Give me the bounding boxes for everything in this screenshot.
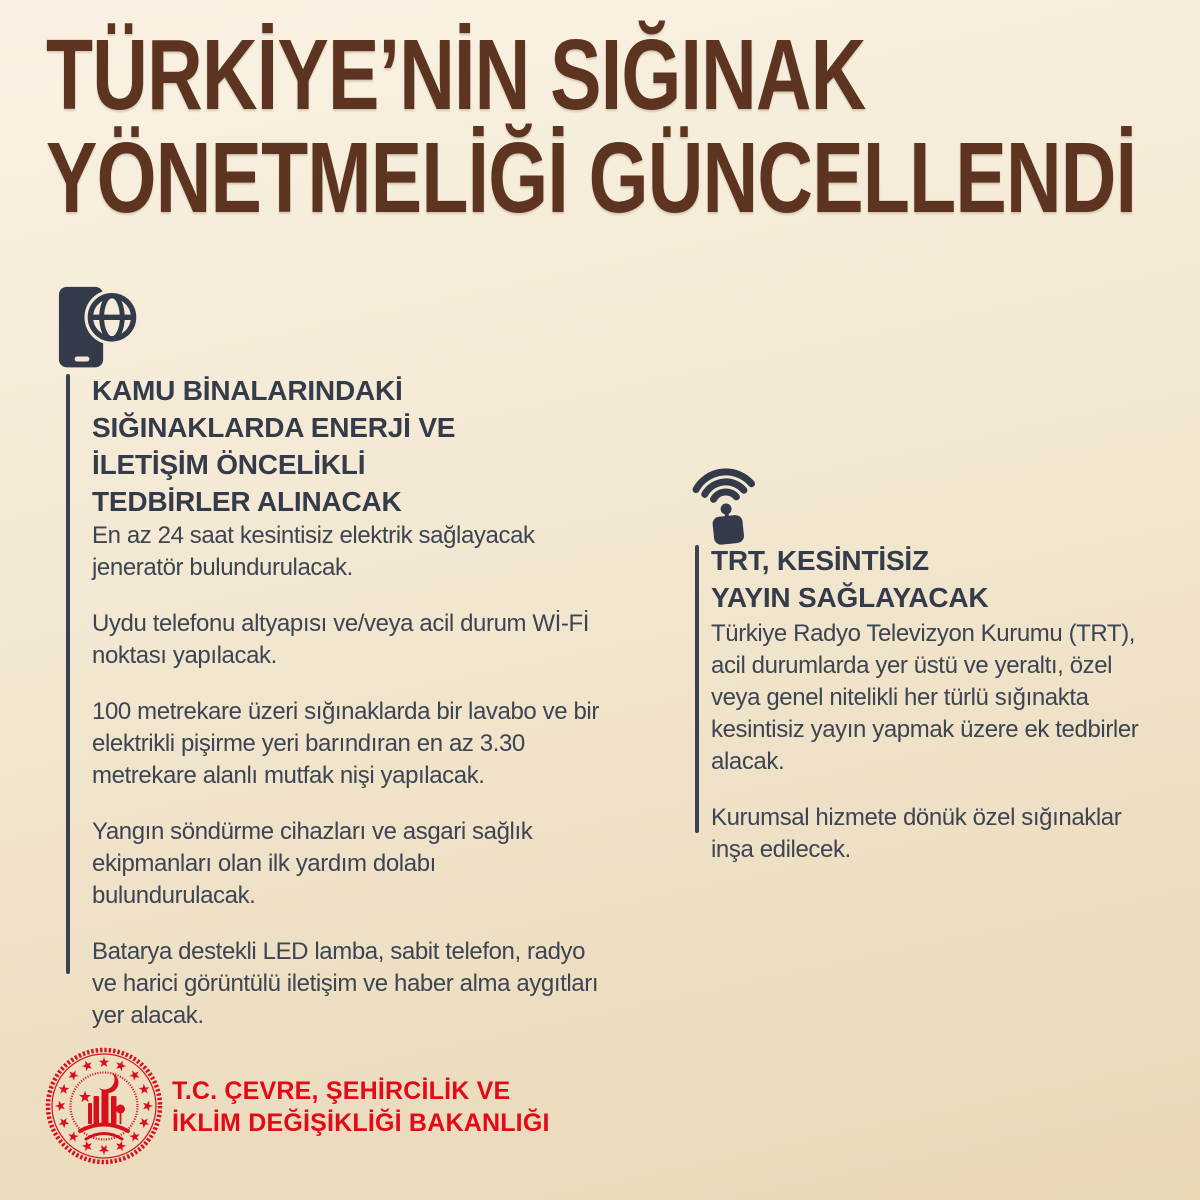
- ministry-name-line: İKLİM DEĞİŞİKLİĞİ BAKANLIĞI: [172, 1109, 550, 1137]
- heading-line: SIĞINAKLARDA ENERJİ VE: [92, 412, 456, 443]
- title-line-1: TÜRKİYE’NİN SIĞINAK: [46, 19, 866, 131]
- body-paragraph: En az 24 saat kesintisiz elektrik sağlayacak jeneratör bulundurulacak.: [92, 522, 535, 581]
- right-section-paragraphs: [711, 618, 1159, 890]
- heading-line: TEDBİRLER ALINACAK: [92, 486, 402, 517]
- heading-line: TRT, KESİNTİSİZ: [711, 545, 929, 576]
- ministry-name: [172, 1075, 550, 1139]
- ministry-seal-logo: [44, 1046, 164, 1166]
- body-paragraph: Türkiye Radyo Televizyon Kurumu (TRT), acil durumlarda yer üstü ve yeraltı, özel veya genel nitelikli her türlü sığınakta kesintisiz yayın yapmak üzere ek tedbirler alacak.: [711, 620, 1139, 775]
- heading-line: İLETİŞİM ÖNCELİKLİ: [92, 449, 366, 480]
- poster-title: [46, 19, 1137, 234]
- left-section-heading: [92, 372, 455, 520]
- left-section-paragraphs: [92, 520, 600, 1056]
- heading-line: KAMU BİNALARINDAKİ: [92, 375, 403, 406]
- body-paragraph: Kurumsal hizmete dönük özel sığınaklar inşa edilecek.: [711, 804, 1122, 863]
- body-paragraph: 100 metrekare üzeri sığınaklarda bir lavabo ve bir elektrikli pişirme yeri barındıran en az 3.30 metrekare alanlı mutfak nişi yapılacak.: [92, 698, 599, 789]
- right-section-heading: [711, 542, 988, 616]
- ministry-name-line: T.C. ÇEVRE, ŞEHİRCİLİK VE: [172, 1077, 511, 1105]
- body-paragraph: Batarya destekli LED lamba, sabit telefon, radyo ve harici görüntülü iletişim ve haber alma aygıtları yer alacak.: [92, 938, 599, 1029]
- heading-line: YAYIN SAĞLAYACAK: [711, 582, 989, 613]
- right-section-divider-bar: [695, 545, 699, 833]
- title-line-2: YÖNETMELİĞİ GÜNCELLENDİ: [46, 122, 1137, 234]
- body-paragraph: Yangın söndürme cihazları ve asgari sağlık ekipmanları olan ilk yardım dolabı bulundurulacak.: [92, 818, 533, 909]
- left-section-divider-bar: [66, 374, 70, 974]
- body-paragraph: Uydu telefonu altyapısı ve/veya acil durum Wİ-Fİ noktası yapılacak.: [92, 610, 590, 669]
- broadcast-signal-icon: [686, 448, 776, 548]
- phone-globe-icon: [56, 282, 164, 382]
